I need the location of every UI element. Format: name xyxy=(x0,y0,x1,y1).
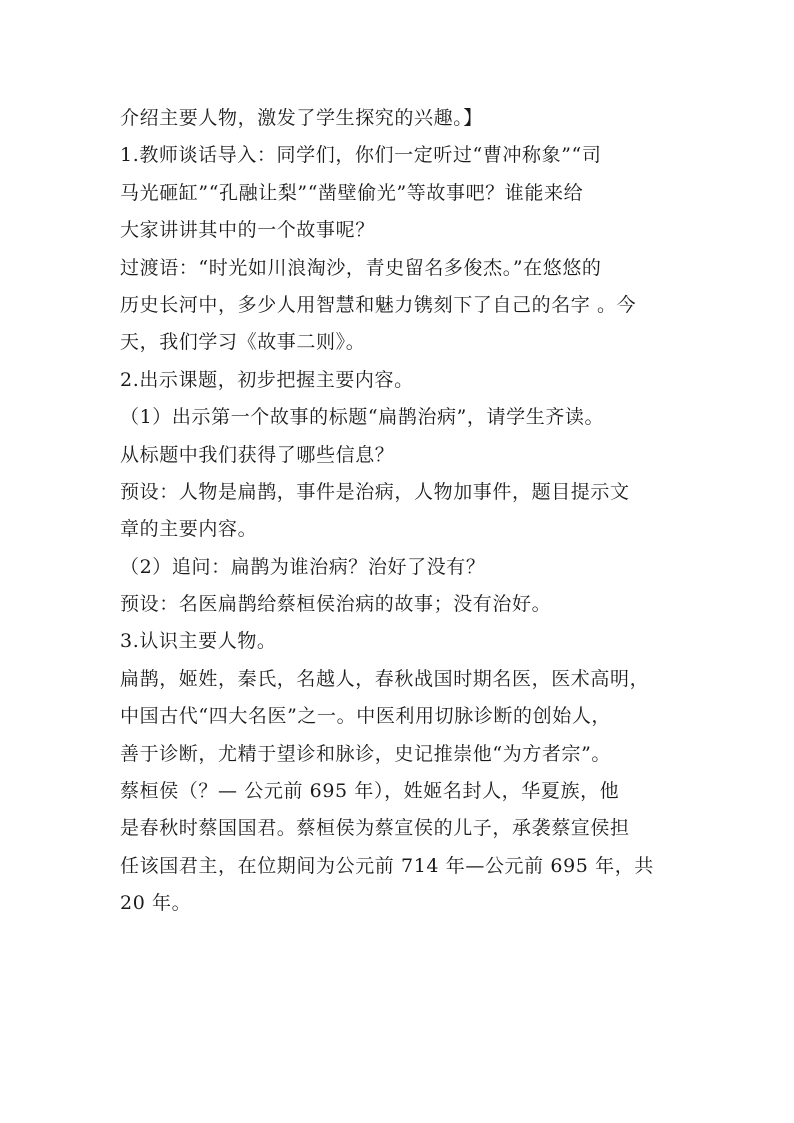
text-line-18: 善于诊断，尤精于望诊和脉诊，史记推崇他“为方者宗”。 xyxy=(120,742,612,765)
text-line-12: 章的主要内容。 xyxy=(120,518,258,541)
text-line-13: （2）追问：扁鹊为谁治病？治好了没有？ xyxy=(120,555,486,578)
text-line-16: 扁鹊，姬姓，秦氏，名越人，春秋战国时期名医，医术高明， xyxy=(120,667,650,690)
text-line-17: 中国古代“四大名医”之一。中医利用切脉诊断的创始人， xyxy=(120,705,612,728)
text-line-14: 预设：名医扁鹊给蔡桓侯治病的故事；没有治好。 xyxy=(120,593,552,616)
text-line-9: （1）出示第一个故事的标题“扁鹊治病”，请学生齐读。 xyxy=(120,406,605,429)
text-line-3: 马光砸缸”“孔融让梨”“凿壁偷光”等故事吧？谁能来给 xyxy=(120,181,584,204)
text-line-11: 预设：人物是扁鹊，事件是治病，人物加事件，题目提示文 xyxy=(120,480,630,503)
text-line-19: 蔡桓侯（？— 公元前 695 年），姓姬名封人，华夏族，他 xyxy=(120,780,620,803)
text-line-2: 1.教师谈话导入：同学们，你们一定听过“曹冲称象”“司 xyxy=(120,144,602,167)
text-line-8: 2.出示课题，初步把握主要内容。 xyxy=(120,368,414,391)
text-line-1: 介绍主要人物，激发了学生探究的兴趣。】 xyxy=(120,107,483,129)
text-line-15: 3.认识主要人物。 xyxy=(120,630,277,653)
text-line-20: 是春秋时蔡国国君。蔡桓侯为蔡宣侯的儿子，承袭蔡宣侯担 xyxy=(120,817,630,840)
text-line-5: 过渡语：“时光如川浪淘沙，青史留名多俊杰。”在悠悠的 xyxy=(120,256,602,279)
text-line-7: 天，我们学习《故事二则》。 xyxy=(120,331,366,354)
document-body xyxy=(120,100,680,923)
text-line-6: 历史长河中，多少人用智慧和魅力镌刻下了自己的名字 。今 xyxy=(120,293,637,316)
text-line-4: 大家讲讲其中的一个故事呢？ xyxy=(120,219,375,242)
text-line-10: 从标题中我们获得了哪些信息？ xyxy=(120,443,395,466)
text-line-22: 20 年。 xyxy=(120,892,192,915)
text-line-21: 任该国君主，在位期间为公元前 714 年—公元前 695 年，共 xyxy=(120,854,654,877)
